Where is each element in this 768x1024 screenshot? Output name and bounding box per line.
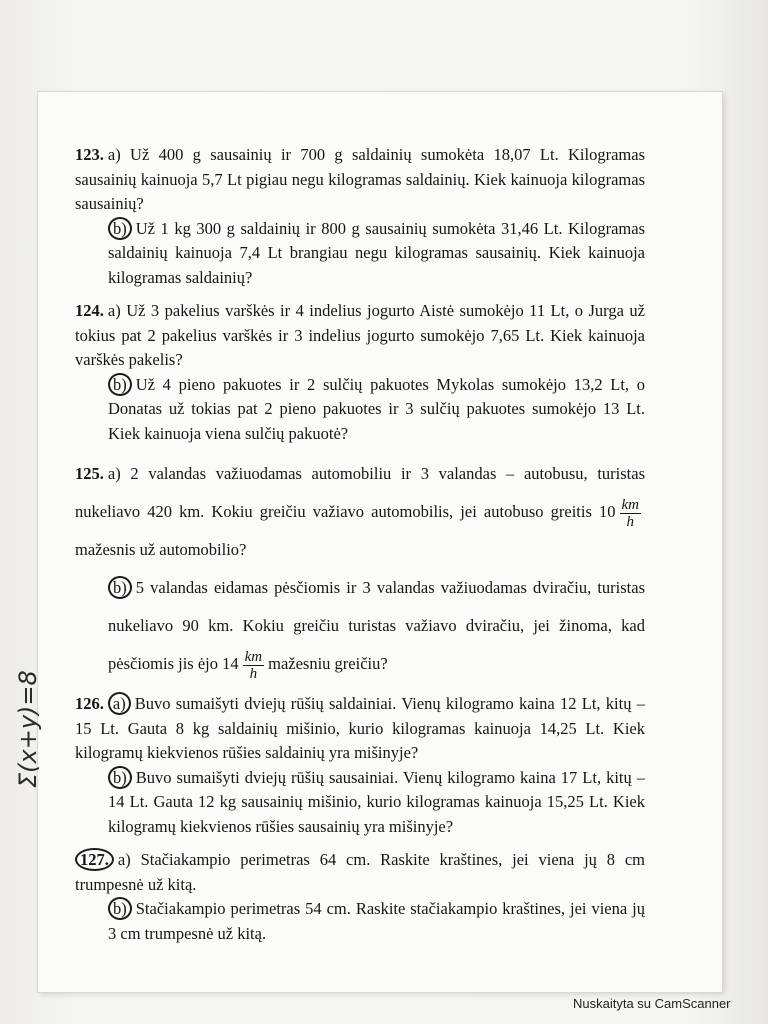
problem-text: Stačiakampio perimetras 54 cm. Raskite stačiakampio kraštines, jei viena jų 3 cm trumpesnė už kitą. bbox=[108, 899, 645, 943]
problem-text: Stačiakampio perimetras 64 cm. Raskite kraštines, jei viena jų 8 cm trumpesnė už kitą. bbox=[75, 850, 646, 894]
handwritten-margin-note bbox=[8, 548, 52, 798]
problem-text-after: mažesnis už automobilio? bbox=[75, 540, 247, 559]
fraction-denominator: h bbox=[626, 513, 634, 530]
problem-text: Už 3 pakelius varškės ir 4 indelius jogurto Aistė sumokėjo 11 Lt, o Jurga už tokius pat 2 pakelius varškės ir 3 indelius jogurto sumokėjo 7,65 Lt. Kiek kainuoja varškės pakelis? bbox=[75, 301, 646, 369]
problem-number: 125. bbox=[75, 464, 104, 483]
part-label-circled: b) bbox=[108, 217, 132, 240]
problem-127-b bbox=[75, 897, 645, 946]
scanner-watermark: Nuskaityta su CamScanner bbox=[573, 996, 731, 1011]
speed-unit-fraction bbox=[620, 497, 642, 530]
problem-126 bbox=[75, 692, 645, 839]
problem-125 bbox=[75, 455, 645, 683]
part-label: a) bbox=[117, 850, 131, 869]
part-label-circled: b) bbox=[108, 897, 132, 920]
fraction-numerator: km bbox=[621, 496, 639, 513]
problem-number: 123. bbox=[75, 145, 104, 164]
part-label-circled: a) bbox=[108, 692, 131, 715]
problem-text: Už 1 kg 300 g saldainių ir 800 g sausainių sumokėta 31,46 Lt. Kilogramas saldainių kainuoja 7,4 Lt brangiau negu kilogramas sausainių. Kiek kainuoja kilogramas saldainių? bbox=[108, 218, 645, 287]
problem-123-a bbox=[75, 143, 645, 217]
problem-123-b bbox=[75, 217, 645, 291]
problem-number: 124. bbox=[75, 301, 104, 320]
part-label-circled: b) bbox=[108, 576, 132, 599]
problem-125-a bbox=[75, 455, 645, 569]
handwritten-note-text: Σ(x+y)=8 bbox=[14, 670, 42, 788]
problem-text-after: mažesniu greičiu? bbox=[268, 654, 388, 673]
problem-125-b bbox=[75, 569, 645, 683]
part-label: a) bbox=[107, 464, 121, 483]
fraction-denominator: h bbox=[249, 665, 258, 682]
problem-text: Buvo sumaišyti dviejų rūšių sausainiai. Vienų kilogramo kaina 17 Lt, kitų – 14 Lt. Gauta 12 kg sausainių mišinio, kurio kilogramas kainuoja 15,25 Lt. Kiek kilogramų kiekvienos rūšies sausainių yra mišinyje? bbox=[108, 767, 645, 836]
problem-text-before: 5 valandas eidamas pėsčiomis ir 3 valandas važiuodamas dviračiu, turistas nukeliavo 90 km. Kokiu greičiu turistas važiavo dviračiu, jei žinoma, kad pėsčiomis jis ėjo 14 bbox=[108, 578, 645, 673]
problem-124 bbox=[75, 299, 645, 446]
problem-text: Už 400 g sausainių ir 700 g saldainių sumokėta 18,07 Lt. Kilogramas sausainių kainuoja 5,7 Lt pigiau negu kilogramas saldainių. Kiek kainuoja kilogramas sausainių? bbox=[75, 145, 645, 213]
problem-127-a bbox=[75, 848, 645, 897]
problem-text-before: 2 valandas važiuodamas automobiliu ir 3 valandas – autobusu, turistas nukeliavo 420 km. Kokiu greičiu važiavo automobilis, jei autobuso greitis 10 bbox=[75, 464, 646, 521]
problem-list bbox=[75, 143, 645, 955]
problem-number-circled: 127. bbox=[75, 848, 114, 871]
problem-124-a bbox=[75, 299, 645, 373]
problem-126-a bbox=[75, 692, 645, 766]
problem-text: Buvo sumaišyti dviejų rūšių saldainiai. Vienų kilogramo kaina 12 Lt, kitų – 15 Lt. Gauta 8 kg saldainių mišinio, kurio kilogramas kainuoja 14,25 Lt. Kiek kilogramų kiekvienos rūšies saldainių yra mišinyje? bbox=[75, 694, 645, 762]
fraction-numerator: km bbox=[244, 648, 263, 665]
part-label-circled: b) bbox=[108, 373, 132, 396]
problem-124-b bbox=[75, 373, 645, 447]
speed-unit-fraction bbox=[243, 649, 265, 682]
problem-126-b bbox=[75, 766, 645, 840]
problem-number: 126. bbox=[75, 694, 104, 713]
problem-text: Už 4 pieno pakuotes ir 2 sulčių pakuotes Mykolas sumokėjo 13,2 Lt, o Donatas už tokias pat 2 pieno pakuotes ir 3 sulčių pakuotes sumokėjo 13 Lt. Kiek kainuoja viena sulčių pakuotė? bbox=[108, 374, 645, 443]
problem-123 bbox=[75, 143, 645, 290]
part-label: a) bbox=[107, 301, 121, 320]
problem-127 bbox=[75, 848, 645, 946]
part-label-circled: b) bbox=[108, 766, 132, 789]
part-label: a) bbox=[107, 145, 121, 164]
